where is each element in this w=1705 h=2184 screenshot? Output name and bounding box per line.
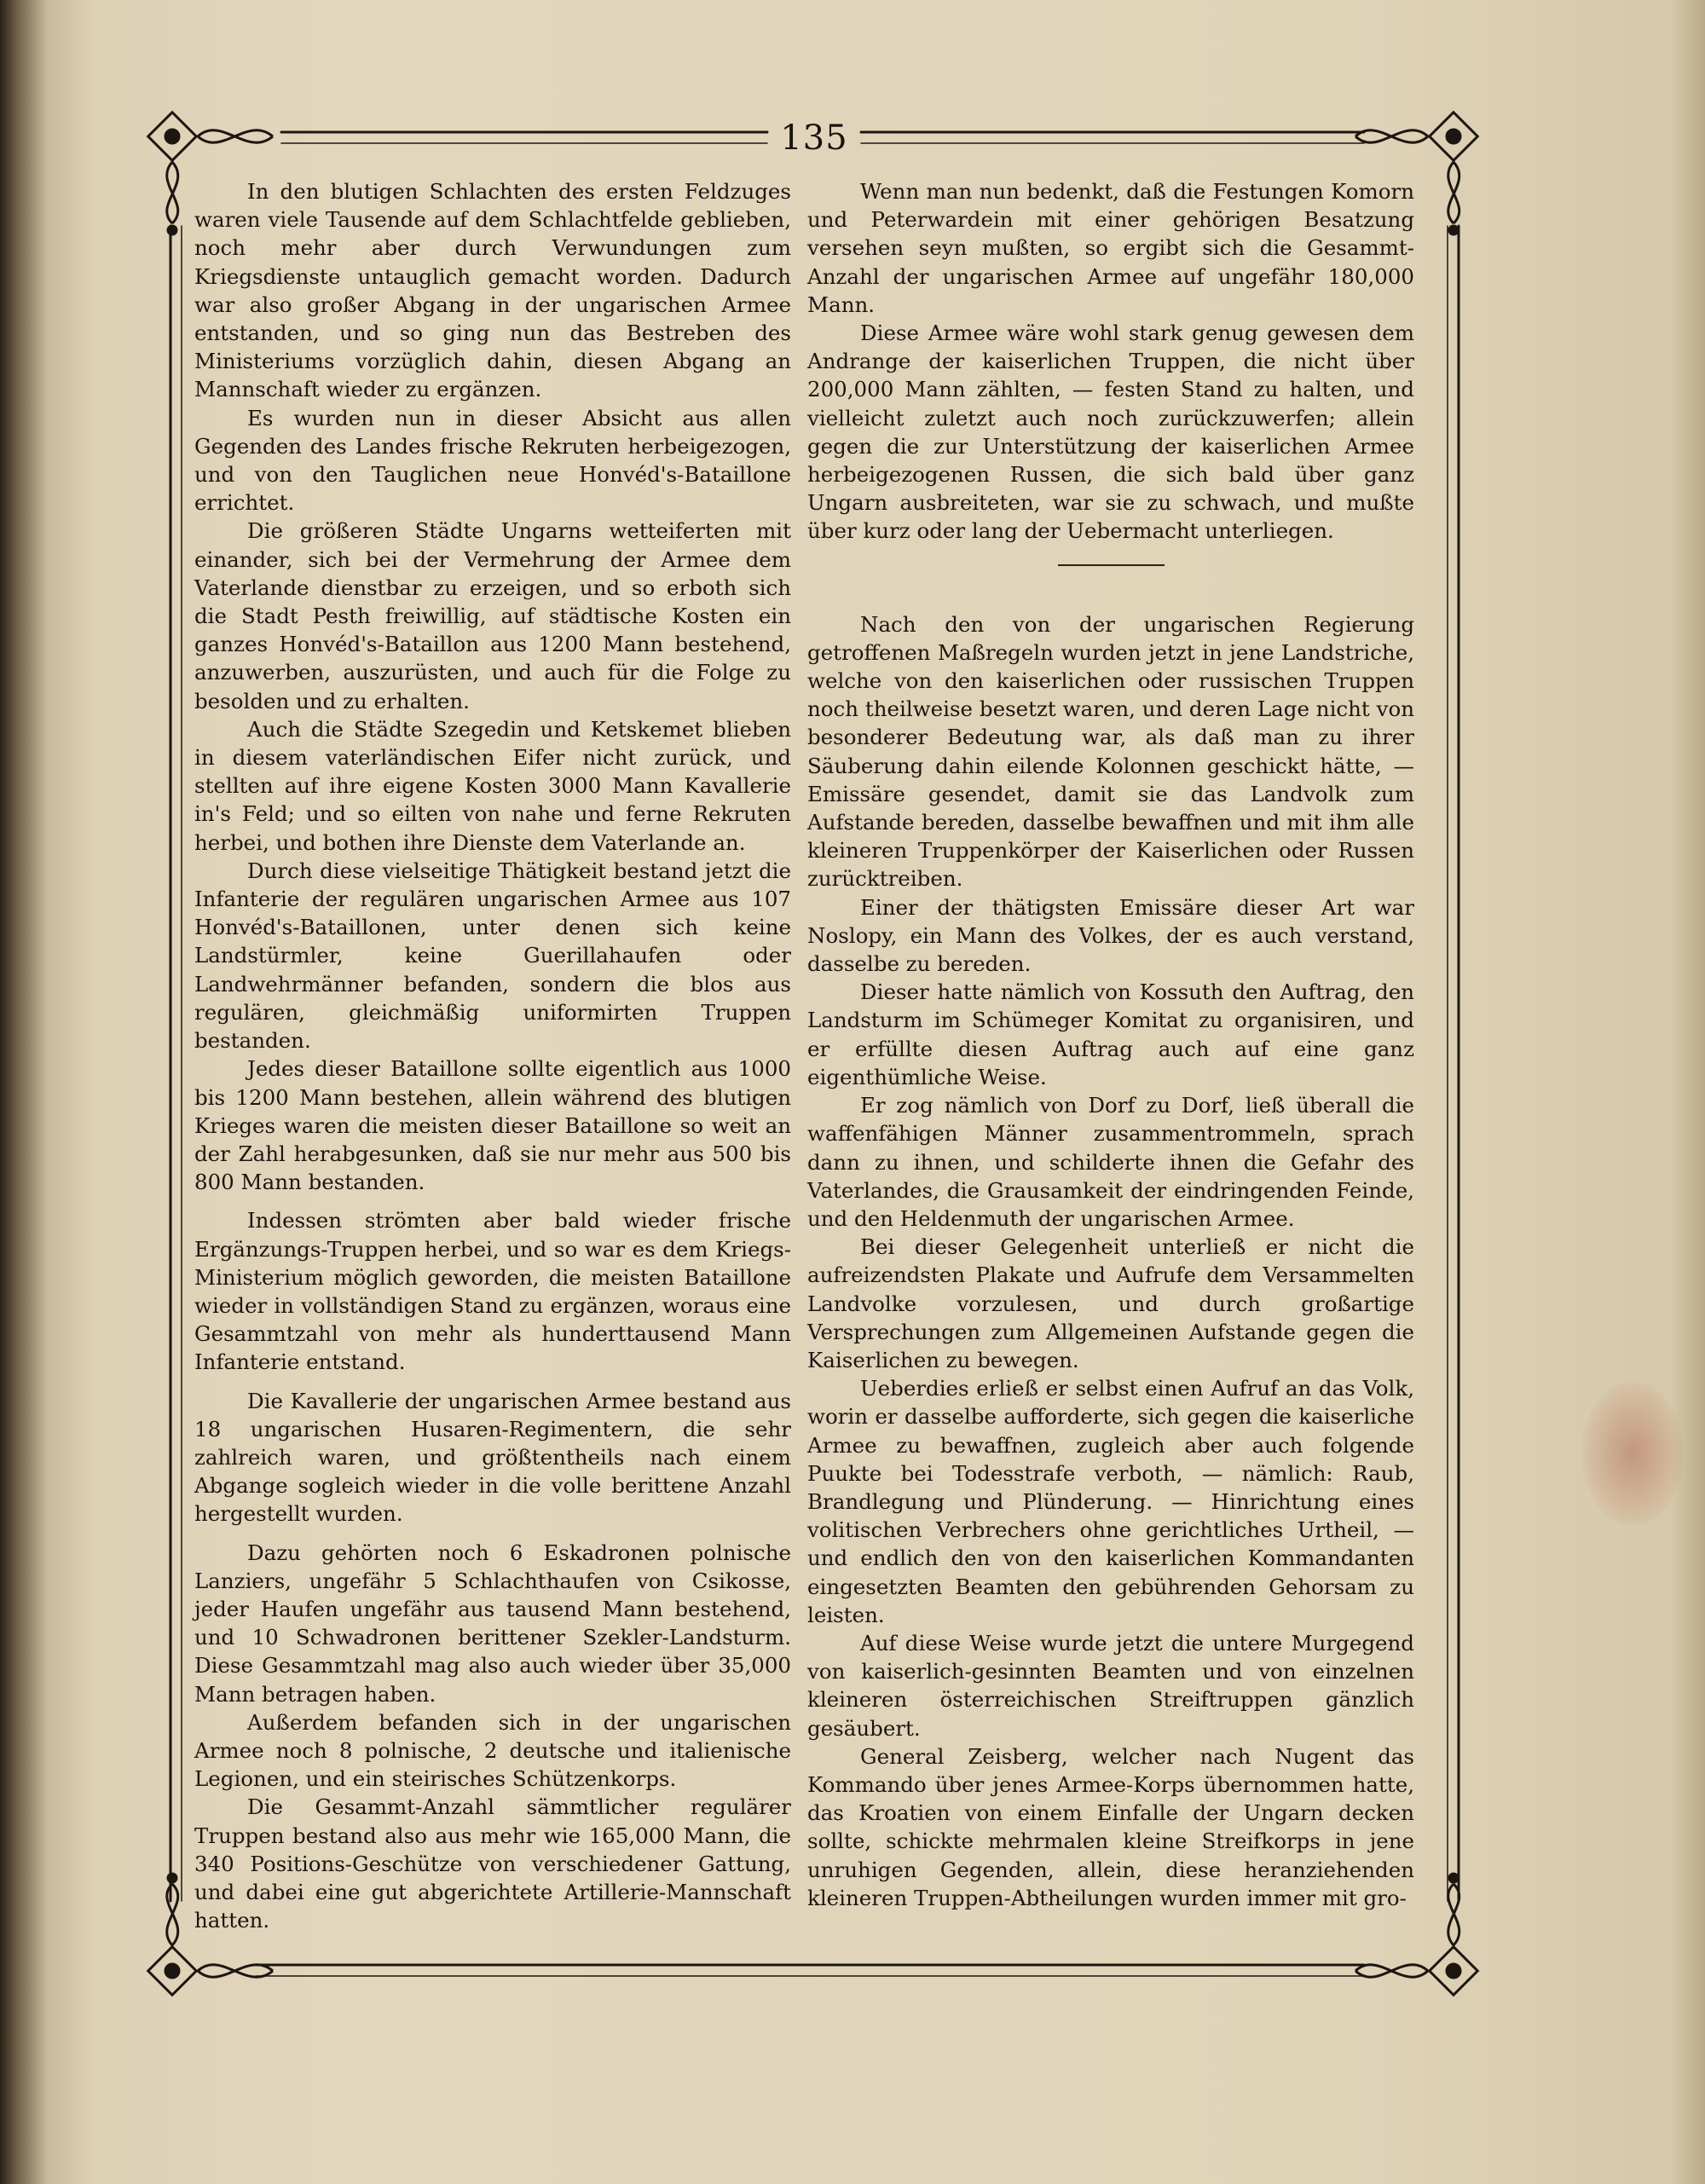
paragraph: Die Kavallerie der ungarischen Armee bestand aus 18 ungarischen Husaren-Regimentern, die sehr zahlreich waren, und größtentheils nach einem Abgange sogleich wieder in die volle berittene Anzahl hergestellt wurden. bbox=[194, 1388, 791, 1527]
paragraph: Ueberdies erließ er selbst einen Aufruf an das Volk, worin er dasselbe aufforderte, sich gegen die kaiserliche Armee zu bewaffnen, zugleich aber auch folgende Puukte bei Todesstrafe verboth, — nämlich: Raub, Brandlegung und Plünderung. — Hinrichtung eines volitischen Verbrechers ohne gerichtliches Urtheil, — und endlich den von den kaiserlichen Kommandanten eingesetzten Beamten den gebührenden Gehorsam zu leisten. bbox=[807, 1376, 1414, 1627]
paragraph: Einer der thätigsten Emissäre dieser Art war Noslopy, ein Mann des Volkes, der es auch verstand, dasselbe zu bereden. bbox=[807, 894, 1414, 977]
section-divider bbox=[1058, 564, 1165, 566]
paragraph: Durch diese vielseitige Thätigkeit bestand jetzt die Infanterie der regulären ungarischen Armee aus 107 Honvéd's-Bataillonen, unter denen sich keine Landstürmler, keine Guerillahaufen oder Landwehrmänner befanden, sondern die blos aus regulären, gleichmäßig uniformirten Truppen bestanden. bbox=[194, 858, 791, 1054]
paragraph: Er zog nämlich von Dorf zu Dorf, ließ überall die waffenfähigen Männer zusammentrommeln, sprach dann zu ihnen, und schilderte ihnen die Gefahr des Vaterlandes, die Grausamkeit der eindringenden Feinde, und den Heldenmuth der ungarischen Armee. bbox=[807, 1093, 1414, 1231]
paragraph: Nach den von der ungarischen Regierung getroffenen Maßregeln wurden jetzt in jene Landstriche, welche von den kaiserlichen oder russischen Truppen noch theilweise besetzt waren, und deren Lage nicht von besonderer Bedeutung war, als daß man zu ihrer Säuberung dahin eilende Kolonnen geschickt hätte, — Emissäre gesendet, damit sie das Landvolk zum Aufstande bereden, dasselbe bewaffnen und mit ihm alle kleineren Truppenkörper der Kaiserlichen oder Russen zurücktreiben. bbox=[807, 611, 1414, 892]
page-number: 135 bbox=[780, 118, 848, 158]
paragraph: General Zeisberg, welcher nach Nugent das Kommando über jenes Armee-Korps übernommen hatte, das Kroatien von einem Einfalle der Ungarn decken sollte, schickte mehrmalen kleine Streifkorps in jene unruhigen Gegenden, allein, diese heranziehenden kleineren Truppen-Abtheilungen wurden immer mit gro- bbox=[807, 1743, 1414, 1910]
paragraph: Indessen strömten aber bald wieder frische Ergänzungs-Truppen herbei, und so war es dem Kriegs-Ministerium möglich geworden, die meisten Bataillone wieder in vollständigen Stand zu ergänzen, woraus eine Gesammtzahl von mehr als hunderttausend Mann Infanterie entstand. bbox=[194, 1208, 791, 1375]
right-text-column bbox=[807, 177, 1414, 1929]
paragraph: Bei dieser Gelegenheit unterließ er nicht die aufreizendsten Plakate und Aufrufe dem Versammelten Landvolke vorzulesen, und durch großartige Versprechungen zum Allgemeinen Aufstande gegen die Kaiserlichen zu bewegen. bbox=[807, 1234, 1414, 1372]
paragraph: Diese Armee wäre wohl stark genug gewesen dem Andrange der kaiserlichen Truppen, die nicht über 200,000 Mann zählten, — festen Stand zu halten, und vielleicht zuletzt auch noch zurückzuwerfen; allein gegen die zur Unterstützung der kaiserlichen Armee herbeigezogenen Russen, die sich bald über ganz Ungarn ausbreiteten, war sie zu schwach, und mußte über kurz oder lang der Uebermacht unterliegen. bbox=[807, 321, 1414, 544]
left-text-column bbox=[194, 177, 791, 1933]
paragraph: Die Gesammt-Anzahl sämmtlicher regulärer Truppen bestand also aus mehr wie 165,000 Mann, die 340 Positions-Geschütze von verschiedener Gattung, und dabei eine gut abgerichtete Artillerie-Mannschaft hatten. bbox=[194, 1794, 791, 1933]
paragraph: Die größeren Städte Ungarns wetteiferten mit einander, sich bei der Vermehrung der Armee dem Vaterlande dienstbar zu erzeigen, und so erboth sich die Stadt Pesth freiwillig, auf städtische Kosten ein ganzes Honvéd's-Bataillon aus 1200 Mann bestehend, anzuwerben, auszurüsten, und auch für die Folge zu besolden und zu erhalten. bbox=[194, 518, 791, 714]
paragraph: Es wurden nun in dieser Absicht aus allen Gegenden des Landes frische Rekruten herbeigezogen, und von den Tauglichen neue Honvéd's-Bataillone errichtet. bbox=[194, 405, 791, 516]
paragraph: Wenn man nun bedenkt, daß die Festungen Komorn und Peterwardein mit einer gehörigen Besatzung versehen seyn mußten, so ergibt sich die Gesammt-Anzahl der ungarischen Armee auf ungefähr 180,000 Mann. bbox=[807, 179, 1414, 317]
paragraph: Auf diese Weise wurde jetzt die untere Murgegend von kaiserlich-gesinnten Beamten und von einzelnen kleineren österreichischen Streiftruppen gänzlich gesäubert. bbox=[807, 1630, 1414, 1741]
paragraph: Jedes dieser Bataillone sollte eigentlich aus 1000 bis 1200 Mann bestehen, allein während des blutigen Krieges waren die meisten dieser Bataillone so weit an der Zahl herabgesunken, daß sie nur mehr aus 500 bis 800 Mann bestanden. bbox=[194, 1056, 791, 1195]
paragraph: Auch die Städte Szegedin und Ketskemet blieben in diesem vaterländischen Eifer nicht zurück, und stellten auf ihre eigene Kosten 3000 Mann Kavallerie in's Feld; und so eilten von nahe und ferne Rekruten herbei, und bothen ihre Dienste dem Vaterlande an. bbox=[194, 716, 791, 855]
paragraph: In den blutigen Schlachten des ersten Feldzuges waren viele Tausende auf dem Schlachtfelde geblieben, noch mehr aber durch Verwundungen zum Kriegsdienste untauglich gemacht worden. Dadurch war also großer Abgang in der ungarischen Armee entstanden, und so ging nun das Bestreben des Ministeriums vorzüglich dahin, diesen Abgang an Mannschaft wieder zu ergänzen. bbox=[194, 179, 791, 402]
paragraph: Dieser hatte nämlich von Kossuth den Auftrag, den Landsturm im Schümeger Komitat zu organisiren, und er erfüllte diesen Auftrag auch auf eine ganz eigenthümliche Weise. bbox=[807, 979, 1414, 1089]
paragraph: Dazu gehörten noch 6 Eskadronen polnische Lanziers, ungefähr 5 Schlachthaufen von Csikosse, jeder Haufen ungefähr aus tausend Mann bestehend, und 10 Schwadronen berittener Szekler-Landsturm. Diese Gesammtzahl mag also auch wieder über 35,000 Mann betragen haben. bbox=[194, 1540, 791, 1707]
paragraph: Außerdem befanden sich in der ungarischen Armee noch 8 polnische, 2 deutsche und italienische Legionen, und ein steirisches Schützenkorps. bbox=[194, 1709, 791, 1792]
